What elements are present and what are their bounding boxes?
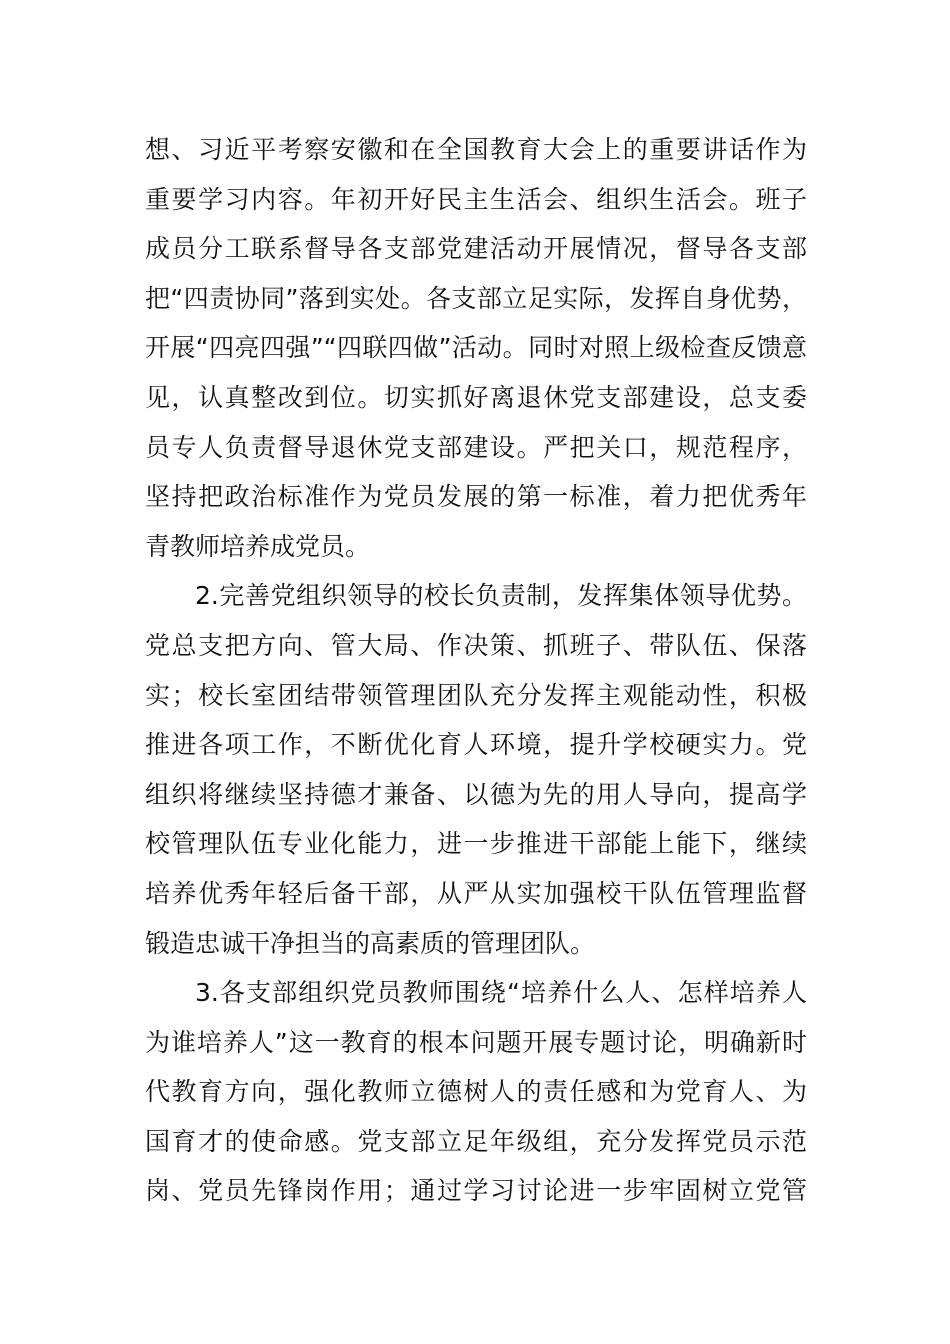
text-line: 校管理队伍专业化能力，进一步推进干部能上能下，继续 [145, 829, 807, 859]
text-line: 见，认真整改到位。切实抓好离退休党支部建设，总支委 [145, 382, 807, 412]
text-line: 为谁培养人”这一教育的根本问题开展专题讨论，明确新时 [145, 1027, 807, 1057]
body-text [145, 125, 807, 1216]
text-line: 组织将继续坚持德才兼备、以德为先的用人导向，提高学 [145, 779, 807, 809]
text-line: 国育才的使命感。党支部立足年级组，充分发挥党员示范 [145, 1126, 807, 1156]
text-line: 开展“四亮四强”“四联四做”活动。同时对照上级检查反馈意 [145, 333, 807, 363]
text-line: 推进各项工作，不断优化育人环境，提升学校硬实力。党 [145, 730, 807, 760]
text-line: 想、习近平考察安徽和在全国教育大会上的重要讲话作为 [145, 135, 807, 164]
text-line: 员专人负责督导退休党支部建设。严把关口，规范程序， [145, 432, 807, 462]
text-line: 重要学习内容。年初开好民主生活会、组织生活会。班子 [145, 184, 807, 214]
paragraph-start-line: 3.各支部组织党员教师围绕“培养什么人、怎样培养人 [195, 978, 807, 1008]
text-line: 实；校长室团结带领管理团队充分发挥主观能动性，积极 [145, 680, 807, 710]
paragraph-end-line: 青教师培养成党员。 [145, 531, 371, 561]
text-line: 代教育方向，强化教师立德树人的责任感和为党育人、为 [145, 1077, 807, 1107]
paragraph-start-line: 2.完善党组织领导的校长负责制，发挥集体领导优势。 [195, 581, 807, 611]
paragraph-end-line: 锻造忠诚干净担当的高素质的管理团队。 [145, 928, 596, 958]
text-line: 把“四责协同”落到实处。各支部立足实际，发挥自身优势， [145, 283, 807, 313]
text-line: 党总支把方向、管大局、作决策、抓班子、带队伍、保落 [145, 630, 807, 660]
text-line: 成员分工联系督导各支部党建活动开展情况，督导各支部 [145, 234, 807, 264]
text-line: 岗、党员先锋岗作用；通过学习讨论进一步牢固树立党管 [145, 1176, 807, 1206]
text-line: 培养优秀年轻后备干部，从严从实加强校干队伍管理监督 [145, 878, 807, 908]
text-line: 坚持把政治标准作为党员发展的第一标准，着力把优秀年 [145, 482, 807, 512]
